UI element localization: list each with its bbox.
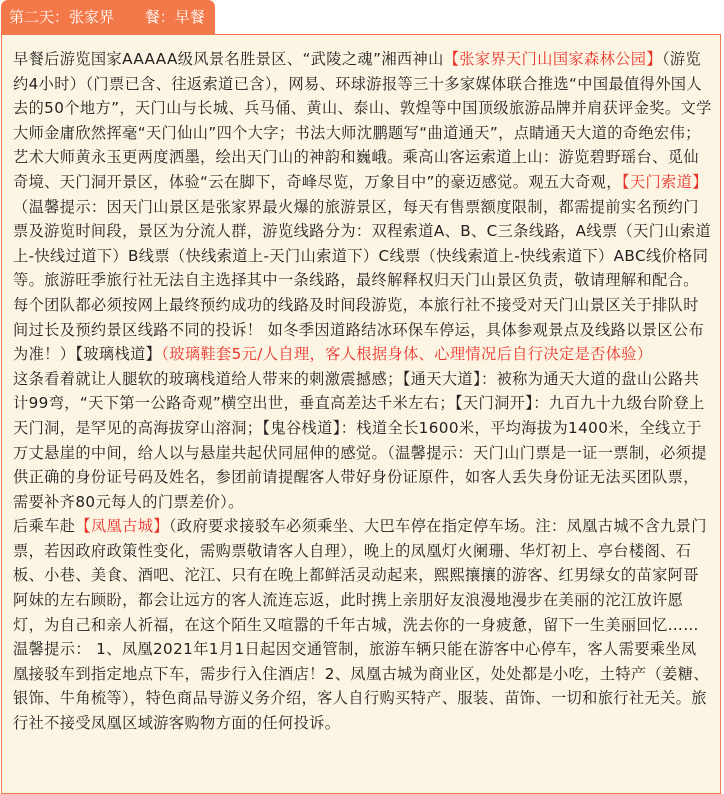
paragraph-tianmen: [13, 47, 712, 367]
meal-label: 餐：早餐: [144, 8, 205, 26]
day-header-tab: [1, 0, 215, 34]
itinerary-content: [1, 34, 721, 794]
day-label: 第二天：张家界: [9, 8, 115, 26]
highlight-fenghuang-town: 【凤凰古城】: [75, 517, 169, 536]
text-segment: 早餐后游览国家AAAAA级风景名胜景区、“武陵之魂”湘西神山: [13, 50, 444, 68]
highlight-tianmen-park: 【张家界天门山国家森林公园】: [443, 50, 662, 68]
text-segment: 后乘车赴: [13, 517, 76, 536]
highlight-tianmen-cableway: 【天门索道】: [621, 172, 708, 191]
paragraph-fenghuang: [13, 514, 712, 735]
text-segment: （政府要求接驳车必须乘坐、大巴车停在指定停车场。注：凤凰古城不含九景门票，若因政府政策性变化，需购票敬请客人自理），晚上的凤凰灯火阑珊、华灯初上、亭台楼阁、石板、小巷、美食、酒吧、沱江、只有在晚上都鲜活灵动起来，熙熙攘攘的游客、红男绿女的苗家阿哥阿妹的左右顾盼，都会让远方的客人流连忘返，此时携上亲朋好友浪漫地漫步在美丽的沱江放许愿灯，为自己和亲人祈福，在这个陌生又喧嚣的千年古城，洗去你的一身疲惫，留下一生美丽回忆……温馨提示： 1、凤凰2021年1月1日起因交通管制，旅游车辆只能在游客中心停车，客人需要乘坐凤凰接驳车到指定地点下车，需步行入住酒店！2、凤凰古城为商业区，处处都是小吃，土特产（姜糖、银饰、牛角梳等），特色商品导游义务介绍，客人自行购买特产、服装、苗饰、一切和旅行社无关。旅行社不接受凤凰区域游客购物方面的任何投诉。: [13, 517, 709, 733]
text-segment: 这条看着就让人腿软的玻璃栈道给人带来的刺激震撼感；【通天大道】：被称为通天大道的盘山公路共计99弯，“天下第一公路奇观”横空出世，垂直高差达千米左右；【天门洞开】：九百九十九级台阶登上天门洞，是罕见的高海拔穿山溶洞；【鬼谷栈道】：栈道全长1600米，平均海拔为1400米，全线立于万丈悬崖的中间，给人以与悬崖共起伏同屈伸的感觉。（温馨提示：天门山门票是一证一票制，必须提供正确的身份证号码及姓名，参团前请提醒客人带好身份证原件，如客人丢失身份证无法买团队票，需要补齐80元每人的门票差价）。: [13, 369, 707, 511]
highlight-glass-shoe-cover: （玻璃鞋套5元/人自理，客人根据身体、心理情况后自行决定是否体验）: [161, 345, 653, 364]
paragraph-glass-walkway: [13, 367, 712, 515]
text-segment: （游览约4小时）（门票已含、往返索道已含），网易、环球游报等三十多家媒体联合推选“中国最值得外国人去的50个地方”，天门山与长城、兵马俑、黄山、泰山、敦煌等中国顶级旅游品牌并肩获评金奖。文学大师金庸欣然挥毫“天门仙山”四个大字；书法大师沈鹏题写“曲道通天”，点睛通天大道的奇绝宏伟；艺术大师黄永玉更两度洒墨，绘出天门山的神韵和巍峨。乘高山客运索道上山：游览碧野瑶台、觅仙奇境、天门洞开景区，体验“云在脚下，奇峰尽览，万象目中”的豪迈感觉。观五大奇观，: [13, 50, 712, 191]
text-segment: （温馨提示：因天门山景区是张家界最火爆的旅游景区，每天有售票额度限制，都需提前实名预约门票及游览时间段，景区为分流人群，游览线路分为：双程索道A、B、C三条线路，A线票（天门山索道上-快线过道下）B线票（快线索道上-天门山索道下）C线票（快线索道上-快线索道下）ABC线价格同等。旅游旺季旅行社无法自主选择其中一条线路，最终解释权归天门山景区负责，敬请理解和配合。每个团队都必须按网上最终预约成功的线路及时间段游览，本旅行社不接受对天门山景区关于排队时间过长及预约景区线路不同的投诉！ 如冬季因道路结冰环保车停运，具体参观景点及线路以景区公布为准！）【玻璃栈道】: [13, 197, 712, 364]
